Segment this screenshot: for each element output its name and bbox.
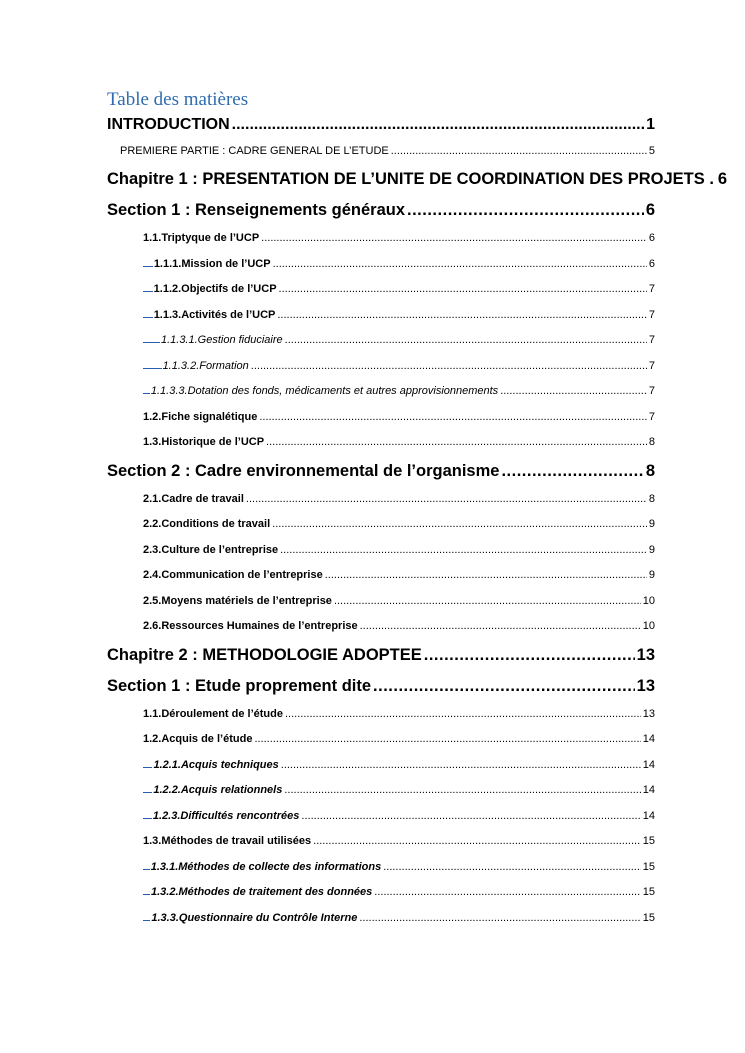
dot-leader — [284, 778, 640, 804]
toc-entry-label: Moyens matériels de l’entreprise — [161, 594, 332, 607]
toc-entry-label: 1.1.3.1.Gestion fiduciaire — [160, 334, 283, 346]
dot-leader — [301, 804, 640, 830]
toc-entry[interactable] — [107, 702, 655, 728]
tab-leader-rule — [143, 910, 150, 921]
toc-entry[interactable] — [107, 195, 655, 226]
toc-entry-page-number: 6 — [648, 232, 655, 244]
dot-leader — [500, 379, 647, 405]
tab-leader-rule — [143, 782, 152, 793]
toc-entry[interactable] — [107, 164, 728, 195]
toc-entry-label: 1.3.1.Méthodes de collecte des informations — [150, 860, 382, 873]
toc-entry-number: 1.1. — [143, 707, 162, 720]
dot-leader — [261, 226, 647, 252]
toc-entry-label: Cadre de travail — [161, 492, 244, 505]
toc-entry-page-number: 13 — [642, 707, 655, 720]
toc-entry-page-number: 10 — [642, 620, 655, 632]
toc-entry-page-number: 7 — [648, 385, 655, 397]
toc-entry-page-number: 15 — [642, 835, 655, 847]
toc-entry-label: Conditions de travail — [161, 518, 271, 530]
tab-leader-rule — [143, 859, 150, 870]
toc-entry-page-number: 15 — [642, 860, 655, 873]
toc-entry-label: Chapitre 2 : METHODOLOGIE ADOPTEE — [107, 645, 422, 664]
toc-entry-page-number: 7 — [648, 410, 655, 423]
toc-entry-label: Historique de l’UCP — [161, 436, 265, 448]
dot-leader — [374, 880, 640, 906]
dot-leader — [360, 614, 641, 640]
tab-leader-rule — [143, 757, 152, 768]
toc-entry[interactable] — [107, 512, 655, 538]
toc-entry[interactable] — [107, 855, 655, 881]
toc-entry-page-number: 7 — [648, 308, 655, 321]
toc-page — [107, 88, 728, 931]
toc-entry-number: 2.4. — [143, 569, 162, 581]
toc-entry[interactable] — [107, 727, 655, 753]
toc-entry-label: 1.1.3.3.Dotation des fonds, médicaments et autres approvisionnements — [150, 385, 499, 397]
toc-entry-label: 1.1.1.Mission de l’UCP — [153, 257, 271, 270]
dot-leader — [501, 456, 643, 487]
toc-entry-page-number: 7 — [648, 334, 655, 346]
tab-leader-rule — [143, 332, 160, 343]
toc-entry[interactable] — [107, 430, 655, 456]
dot-leader — [334, 589, 641, 615]
toc-entry-page-number: 9 — [648, 569, 655, 581]
toc-entry-label: Section 1 : Renseignements généraux — [107, 201, 406, 219]
dot-leader — [280, 538, 647, 564]
toc-entry-page-number: 14 — [642, 809, 655, 822]
toc-list — [107, 112, 728, 931]
toc-entry-number: 2.2. — [143, 518, 162, 530]
dot-leader — [279, 277, 647, 303]
toc-entry-label: 1.1.2.Objectifs de l’UCP — [153, 283, 277, 295]
toc-entry-page-number: 1 — [646, 116, 655, 133]
toc-entry-page-number: 9 — [648, 543, 655, 556]
dot-leader — [281, 753, 641, 779]
toc-entry[interactable] — [107, 906, 655, 932]
toc-entry-page-number: 6 — [717, 170, 728, 188]
toc-entry[interactable] — [107, 405, 655, 431]
toc-entry[interactable] — [107, 778, 655, 804]
toc-entry-number: 1.3. — [143, 835, 162, 847]
dot-leader — [272, 512, 647, 538]
dot-leader — [313, 829, 641, 855]
toc-entry[interactable] — [107, 138, 655, 164]
toc-entry-number: 2.6. — [143, 620, 162, 632]
dot-leader — [325, 563, 647, 589]
toc-entry-label: Chapitre 1 : PRESENTATION DE L’UNITE DE COORDINATION DES PROJETS . — [107, 170, 714, 188]
toc-entry[interactable] — [107, 112, 655, 138]
toc-entry-label: Déroulement de l’étude — [161, 707, 283, 720]
toc-entry-number: 1.2. — [143, 733, 162, 745]
toc-entry-page-number: 13 — [636, 645, 655, 664]
tab-leader-rule — [143, 281, 153, 292]
toc-entry-label: 1.1.3.Activités de l’UCP — [153, 308, 276, 321]
dot-leader — [359, 906, 640, 932]
toc-entry-page-number: 13 — [636, 676, 655, 695]
dot-leader — [285, 328, 647, 354]
toc-entry-page-number: 6 — [648, 257, 655, 270]
toc-entry-label: Section 2 : Cadre environnemental de l’organisme — [107, 461, 500, 480]
tab-leader-rule — [143, 808, 152, 819]
dot-leader — [232, 112, 644, 138]
toc-entry-page-number: 15 — [642, 886, 655, 898]
toc-entry-page-number: 6 — [645, 201, 655, 219]
dot-leader — [285, 702, 641, 728]
toc-entry-label: Acquis de l’étude — [161, 733, 253, 745]
toc-entry[interactable] — [107, 880, 655, 906]
dot-leader — [391, 138, 647, 164]
dot-leader — [254, 727, 640, 753]
toc-entry-number: 2.5. — [143, 594, 162, 607]
toc-entry-label: Section 1 : Etude proprement dite — [107, 676, 372, 695]
toc-entry-label: 1.2.2.Acquis relationnels — [153, 784, 283, 796]
tab-leader-rule — [143, 884, 150, 895]
toc-entry[interactable] — [107, 804, 655, 830]
toc-entry-label: Ressources Humaines de l’entreprise — [161, 620, 358, 632]
toc-entry-label: Fiche signalétique — [161, 410, 258, 423]
toc-entry-number: 2.3. — [143, 543, 162, 556]
toc-entry[interactable] — [107, 563, 655, 589]
toc-entry[interactable] — [107, 328, 655, 354]
toc-entry-number: 1.2. — [143, 410, 162, 423]
toc-entry[interactable] — [107, 252, 655, 278]
toc-entry-page-number: 8 — [648, 436, 655, 448]
toc-entry-label: 1.3.3.Questionnaire du Contrôle Interne — [151, 911, 358, 924]
toc-entry-page-number: 7 — [648, 359, 655, 372]
tab-leader-rule — [143, 358, 162, 369]
toc-entry[interactable] — [107, 354, 655, 380]
toc-entry[interactable] — [107, 614, 655, 640]
toc-entry-label: INTRODUCTION — [107, 116, 230, 133]
tab-leader-rule — [143, 307, 153, 318]
toc-entry-label: Méthodes de travail utilisées — [161, 835, 312, 847]
toc-entry[interactable] — [107, 226, 655, 252]
toc-entry-page-number: 14 — [642, 758, 655, 771]
dot-leader — [259, 405, 647, 431]
toc-entry-page-number: 14 — [642, 784, 655, 796]
toc-entry-page-number: 5 — [648, 145, 655, 157]
dot-leader — [424, 640, 635, 671]
dot-leader — [273, 252, 647, 278]
toc-entry[interactable] — [107, 303, 655, 329]
toc-entry[interactable] — [107, 589, 655, 615]
toc-entry[interactable] — [107, 753, 655, 779]
dot-leader — [251, 354, 647, 380]
toc-entry-page-number: 15 — [642, 911, 655, 924]
toc-entry-page-number: 10 — [642, 594, 655, 607]
toc-entry-label: 1.3.2.Méthodes de traitement des données — [150, 886, 373, 898]
toc-entry-page-number: 7 — [648, 283, 655, 295]
toc-entry[interactable] — [107, 640, 655, 671]
dot-leader — [407, 195, 644, 226]
toc-entry-number: 1.3. — [143, 436, 162, 448]
toc-entry-label: 1.2.1.Acquis techniques — [153, 758, 279, 771]
tab-leader-rule — [143, 256, 153, 267]
toc-entry[interactable] — [107, 277, 655, 303]
toc-entry-label: Triptyque de l’UCP — [161, 232, 260, 244]
dot-leader — [383, 855, 641, 881]
toc-entry[interactable] — [107, 379, 655, 405]
toc-entry-label: 1.1.3.2.Formation — [162, 359, 249, 372]
dot-leader — [246, 487, 647, 513]
toc-entry-label: PREMIERE PARTIE : CADRE GENERAL DE L’ETUDE — [120, 145, 389, 157]
dot-leader — [373, 671, 635, 702]
toc-entry[interactable] — [107, 829, 655, 855]
toc-entry[interactable] — [107, 671, 655, 702]
toc-entry[interactable] — [107, 538, 655, 564]
dot-leader — [277, 303, 647, 329]
toc-entry-page-number: 8 — [648, 492, 655, 505]
toc-entry-page-number: 9 — [648, 518, 655, 530]
toc-entry[interactable] — [107, 487, 655, 513]
toc-entry-label: Culture de l’entreprise — [161, 543, 279, 556]
toc-entry[interactable] — [107, 456, 655, 487]
toc-entry-label: 1.2.3.Difficultés rencontrées — [152, 809, 300, 822]
tab-leader-rule — [143, 383, 150, 394]
toc-entry-page-number: 8 — [645, 461, 655, 480]
dot-leader — [266, 430, 647, 456]
toc-entry-page-number: 14 — [642, 733, 655, 745]
toc-entry-label: Communication de l’entreprise — [161, 569, 323, 581]
toc-entry-number: 2.1. — [143, 492, 162, 505]
toc-entry-number: 1.1. — [143, 232, 162, 244]
toc-title: Table des matières — [107, 89, 249, 110]
